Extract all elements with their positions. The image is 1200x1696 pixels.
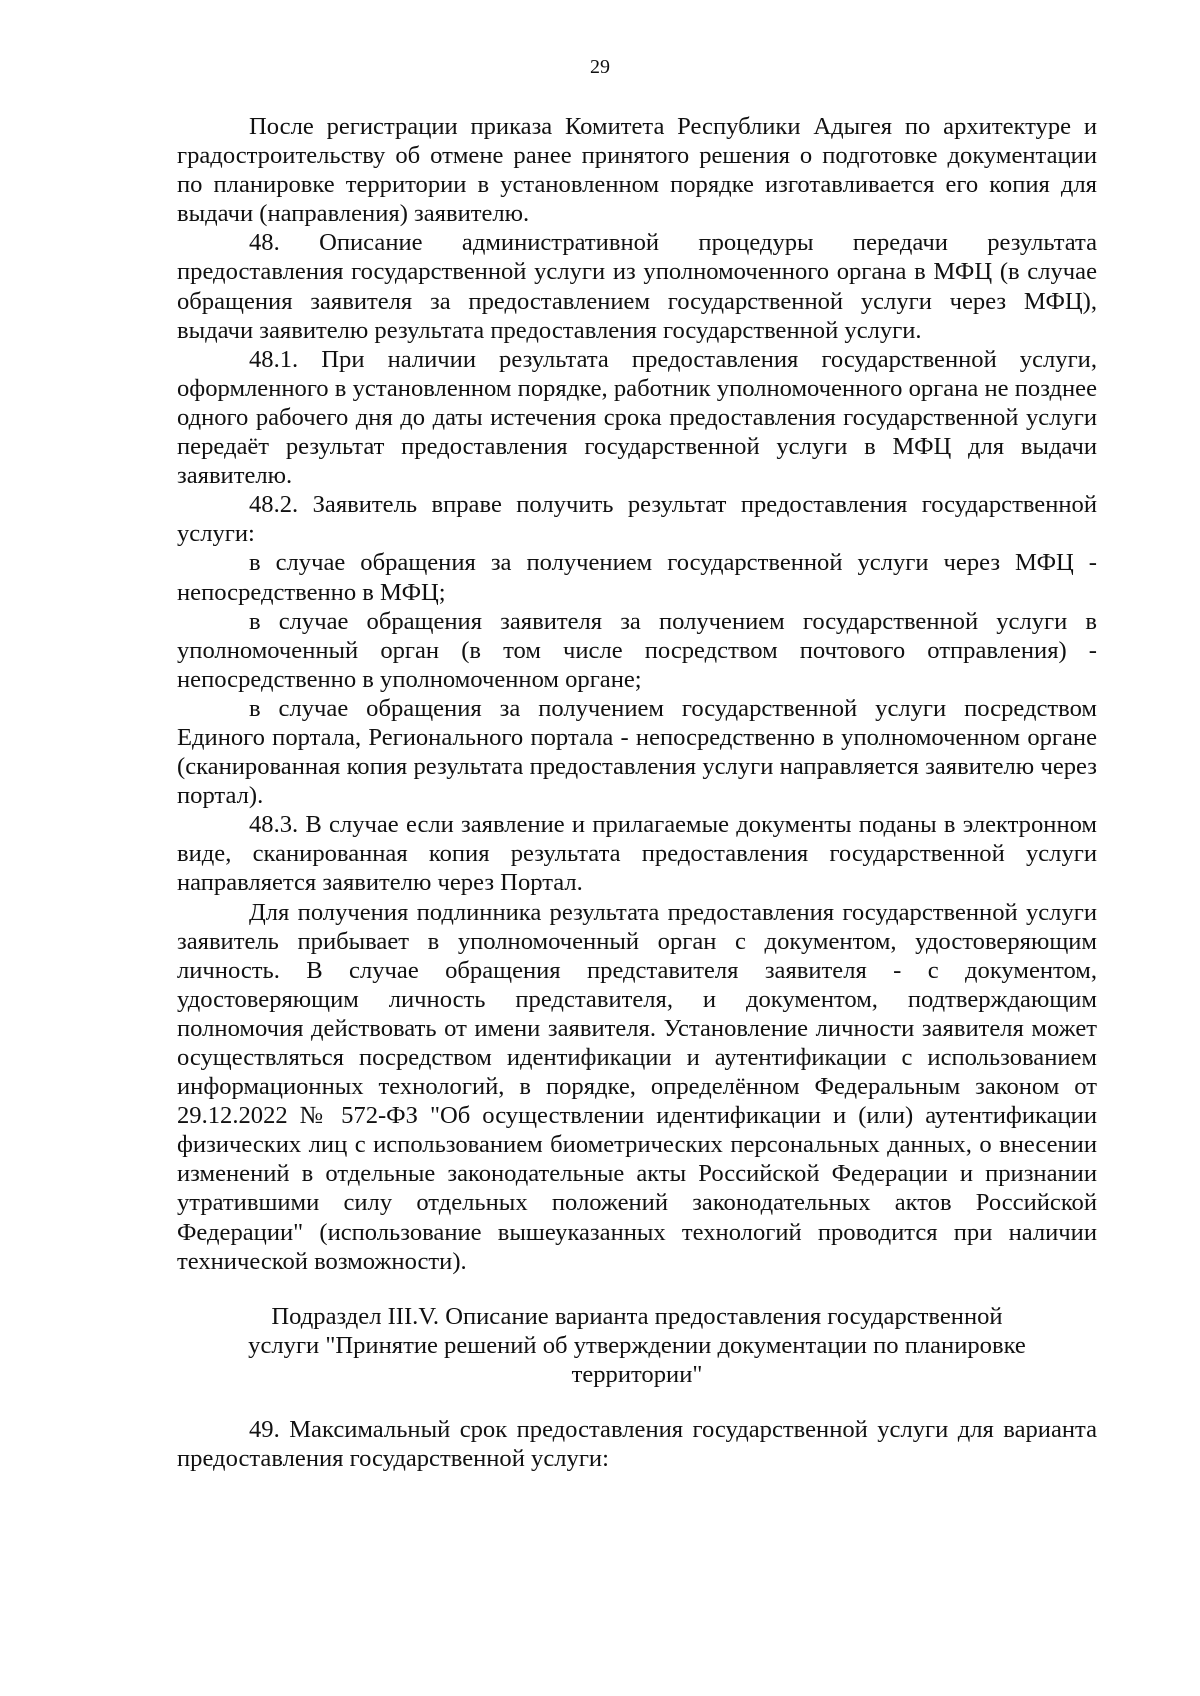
paragraph-mfc-option: в случае обращения за получением государственной услуги через МФЦ - непосредственно в МФЦ; [177, 549, 1097, 606]
paragraph-48-1: 48.1. При наличии результата предоставления государственной услуги, оформленного в установленном порядке, работник уполномоченного органа не позднее одного рабочего дня до даты истечения срока предоставления государственной услуги передаёт результат предоставления государственной услуги в МФЦ для выдачи заявителю. [177, 345, 1097, 490]
subsection-heading-line-1: Подраздел III.V. Описание варианта предоставления государственной [271, 1302, 1003, 1330]
paragraph-original-result: Для получения подлинника результата предоставления государственной услуги заявитель прибывает в уполномоченный орган с документом, удостоверяющим личность. В случае обращения представителя заявителя - с документом, удостоверяющим личность представителя, и документом, подтверждающим полномочия действовать от имени заявителя. Установление личности заявителя может осуществляться посредством идентификации и аутентификации с использованием информационных технологий, в порядке, определённом Федеральным законом от 29.12.2022 № 572-ФЗ "Об осуществлении идентификации и (или) аутентификации физических лиц с использованием биометрических персональных данных, о внесении изменений в отдельные законодательные акты Российской Федерации и признании утратившими силу отдельных положений законодательных актов Российской Федерации" (использование вышеуказанных технологий проводится при наличии технической возможности). [177, 898, 1097, 1275]
subsection-heading-line-3: территории" [571, 1360, 703, 1388]
paragraph-authority-option: в случае обращения заявителя за получением государственной услуги в уполномоченный орган (в том числе посредством почтового отправления) - непосредственно в уполномоченном органе; [177, 607, 1097, 693]
paragraph-49: 49. Максимальный срок предоставления государственной услуги для варианта предоставления государственной услуги: [177, 1416, 1097, 1473]
subsection-heading [197, 1302, 1077, 1389]
page-number: 29 [590, 56, 610, 78]
paragraph-copy-issuance: После регистрации приказа Комитета Республики Адыгея по архитектуре и градостроительству об отмене ранее принятого решения о подготовке документации по планировке территории в установленном порядке изготавливается его копия для выдачи (направления) заявителю. [177, 113, 1097, 228]
document-body [177, 112, 1097, 1473]
subsection-heading-line-2: услуги "Принятие решений об утверждении документации по планировке [248, 1331, 1026, 1359]
paragraph-48-2: 48.2. Заявитель вправе получить результат предоставления государственной услуги: [177, 491, 1097, 548]
paragraph-48: 48. Описание административной процедуры передачи результата предоставления государственной услуги из уполномоченного органа в МФЦ (в случае обращения заявителя за предоставлением государственной услуги через МФЦ), выдачи заявителю результата предоставления государственной услуги. [177, 229, 1097, 344]
paragraph-48-3: 48.3. В случае если заявление и прилагаемые документы поданы в электронном виде, сканированная копия результата предоставления государственной услуги направляется заявителю через Портал. [177, 811, 1097, 897]
paragraph-portal-option: в случае обращения за получением государственной услуги посредством Единого портала, Регионального портала - непосредственно в уполномоченном органе (сканированная копия результата предоставления услуги направляется заявителю через портал). [177, 694, 1097, 810]
